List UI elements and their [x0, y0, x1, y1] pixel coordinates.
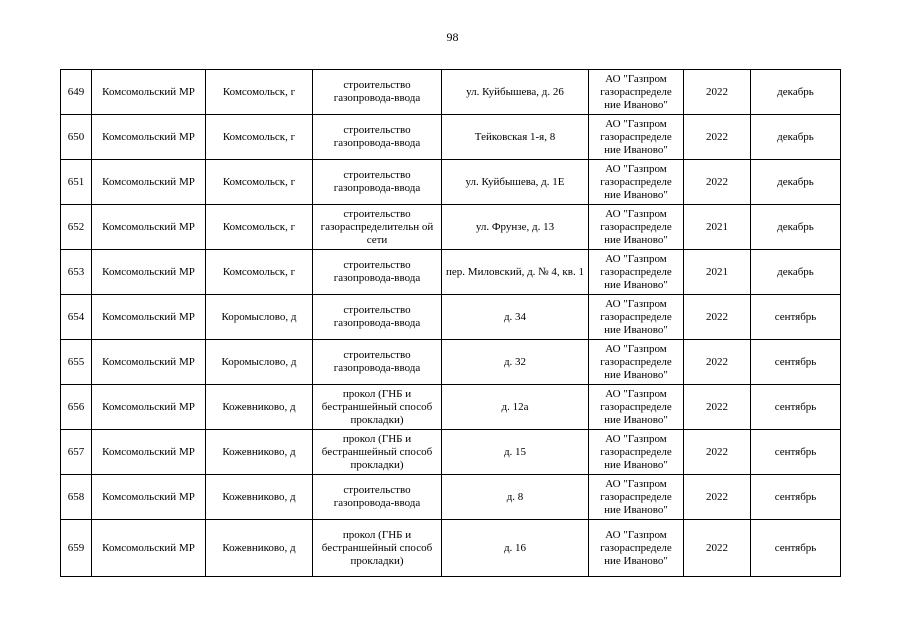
address-cell: ул. Куйбышева, д. 26 [442, 70, 589, 115]
year-cell: 2022 [684, 160, 751, 205]
work-type-cell: прокол (ГНБ и бестраншейный способ прокладки) [313, 520, 442, 577]
table-row [61, 115, 841, 160]
district-cell: Комсомольский МР [92, 160, 206, 205]
address-cell: д. 34 [442, 295, 589, 340]
organization-cell: АО "Газпром газораспределе ние Иваново" [589, 520, 684, 577]
organization-cell: АО "Газпром газораспределе ние Иваново" [589, 295, 684, 340]
locality-cell: Кожевниково, д [206, 430, 313, 475]
row-number-cell: 655 [61, 340, 92, 385]
table-row [61, 70, 841, 115]
organization-cell: АО "Газпром газораспределе ние Иваново" [589, 70, 684, 115]
work-type-cell: строительство газопровода-ввода [313, 475, 442, 520]
address-cell: Тейковская 1-я, 8 [442, 115, 589, 160]
month-cell: декабрь [751, 70, 841, 115]
address-cell: д. 8 [442, 475, 589, 520]
table-row [61, 295, 841, 340]
locality-cell: Коромыслово, д [206, 340, 313, 385]
month-cell: декабрь [751, 205, 841, 250]
table-row [61, 160, 841, 205]
address-cell: ул. Куйбышева, д. 1Е [442, 160, 589, 205]
organization-cell: АО "Газпром газораспределе ние Иваново" [589, 160, 684, 205]
month-cell: декабрь [751, 250, 841, 295]
year-cell: 2022 [684, 115, 751, 160]
month-cell: сентябрь [751, 475, 841, 520]
row-number-cell: 653 [61, 250, 92, 295]
work-type-cell: строительство газопровода-ввода [313, 295, 442, 340]
organization-cell: АО "Газпром газораспределе ние Иваново" [589, 385, 684, 430]
district-cell: Комсомольский МР [92, 520, 206, 577]
district-cell: Комсомольский МР [92, 385, 206, 430]
year-cell: 2021 [684, 250, 751, 295]
work-type-cell: прокол (ГНБ и бестраншейный способ прокладки) [313, 385, 442, 430]
row-number-cell: 652 [61, 205, 92, 250]
month-cell: декабрь [751, 160, 841, 205]
table-row [61, 385, 841, 430]
month-cell: сентябрь [751, 430, 841, 475]
page-number: 98 [446, 30, 459, 44]
year-cell: 2022 [684, 475, 751, 520]
locality-cell: Кожевниково, д [206, 385, 313, 430]
table-row [61, 250, 841, 295]
work-type-cell: прокол (ГНБ и бестраншейный способ прокладки) [313, 430, 442, 475]
work-type-cell: строительство газопровода-ввода [313, 115, 442, 160]
year-cell: 2021 [684, 205, 751, 250]
row-number-cell: 659 [61, 520, 92, 577]
table-row [61, 475, 841, 520]
row-number-cell: 656 [61, 385, 92, 430]
work-type-cell: строительство газораспределительн ой сети [313, 205, 442, 250]
address-cell: д. 15 [442, 430, 589, 475]
locality-cell: Коромыслово, д [206, 295, 313, 340]
locality-cell: Комсомольск, г [206, 160, 313, 205]
month-cell: сентябрь [751, 340, 841, 385]
work-type-cell: строительство газопровода-ввода [313, 340, 442, 385]
district-cell: Комсомольский МР [92, 115, 206, 160]
organization-cell: АО "Газпром газораспределе ние Иваново" [589, 340, 684, 385]
month-cell: сентябрь [751, 295, 841, 340]
year-cell: 2022 [684, 70, 751, 115]
work-type-cell: строительство газопровода-ввода [313, 160, 442, 205]
table-row [61, 205, 841, 250]
table-row [61, 520, 841, 577]
district-cell: Комсомольский МР [92, 250, 206, 295]
organization-cell: АО "Газпром газораспределе ние Иваново" [589, 475, 684, 520]
locality-cell: Комсомольск, г [206, 70, 313, 115]
month-cell: декабрь [751, 115, 841, 160]
locality-cell: Кожевниково, д [206, 520, 313, 577]
row-number-cell: 651 [61, 160, 92, 205]
address-cell: д. 12а [442, 385, 589, 430]
year-cell: 2022 [684, 340, 751, 385]
table-row [61, 430, 841, 475]
locality-cell: Кожевниково, д [206, 475, 313, 520]
district-cell: Комсомольский МР [92, 205, 206, 250]
year-cell: 2022 [684, 430, 751, 475]
district-cell: Комсомольский МР [92, 295, 206, 340]
district-cell: Комсомольский МР [92, 340, 206, 385]
table-row [61, 340, 841, 385]
row-number-cell: 658 [61, 475, 92, 520]
organization-cell: АО "Газпром газораспределе ние Иваново" [589, 430, 684, 475]
district-cell: Комсомольский МР [92, 70, 206, 115]
district-cell: Комсомольский МР [92, 475, 206, 520]
locality-cell: Комсомольск, г [206, 250, 313, 295]
address-cell: д. 32 [442, 340, 589, 385]
address-cell: пер. Миловский, д. № 4, кв. 1 [442, 250, 589, 295]
row-number-cell: 654 [61, 295, 92, 340]
locality-cell: Комсомольск, г [206, 205, 313, 250]
month-cell: сентябрь [751, 520, 841, 577]
month-cell: сентябрь [751, 385, 841, 430]
organization-cell: АО "Газпром газораспределе ние Иваново" [589, 205, 684, 250]
work-type-cell: строительство газопровода-ввода [313, 70, 442, 115]
year-cell: 2022 [684, 385, 751, 430]
organization-cell: АО "Газпром газораспределе ние Иваново" [589, 115, 684, 160]
row-number-cell: 650 [61, 115, 92, 160]
address-cell: ул. Фрунзе, д. 13 [442, 205, 589, 250]
row-number-cell: 649 [61, 70, 92, 115]
address-cell: д. 16 [442, 520, 589, 577]
district-cell: Комсомольский МР [92, 430, 206, 475]
gas-works-table [60, 69, 841, 577]
locality-cell: Комсомольск, г [206, 115, 313, 160]
work-type-cell: строительство газопровода-ввода [313, 250, 442, 295]
organization-cell: АО "Газпром газораспределе ние Иваново" [589, 250, 684, 295]
year-cell: 2022 [684, 295, 751, 340]
table-body [61, 70, 841, 577]
year-cell: 2022 [684, 520, 751, 577]
row-number-cell: 657 [61, 430, 92, 475]
